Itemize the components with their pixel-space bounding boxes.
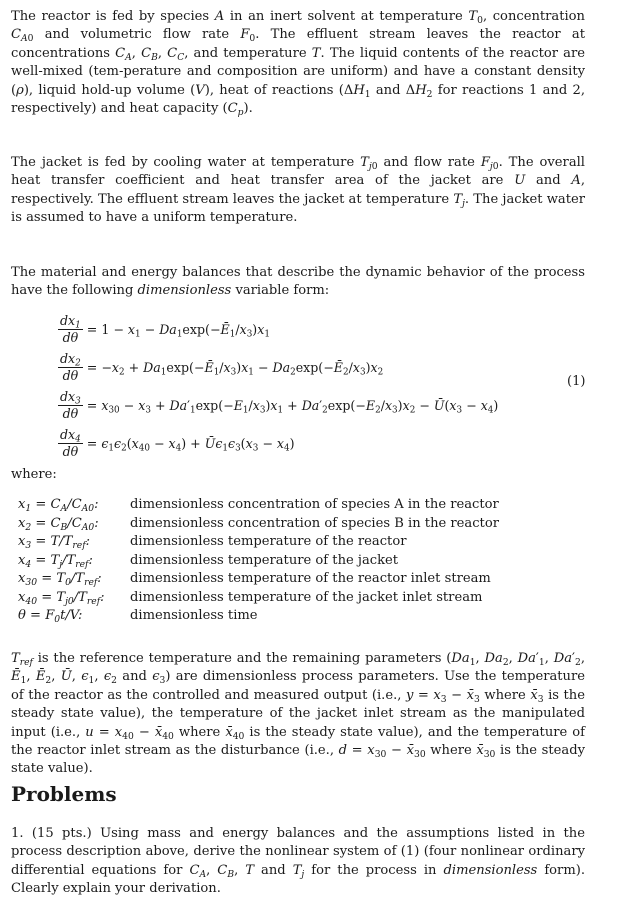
definition-description: dimensionless concentration of species B in the reactor <box>130 515 499 531</box>
definition-symbol: $x_3 = T/T_{ref}$: <box>18 534 91 551</box>
where-label: where: <box>11 467 57 482</box>
equation-system <box>58 311 598 461</box>
equation-2: $\frac{dx_2}{d\theta}$ = $-x_2$ + $Da_1\exp(-Ē_1/x_3)x_1$ − $Da_2\exp(-Ē_2/x_3)x_2$ <box>60 350 384 383</box>
definition-symbol: $x_{40} = T_{j0}/T_{ref}$: <box>18 589 105 607</box>
definition-symbol: $x_{30} = T_0/T_{ref}$: <box>18 571 102 588</box>
definition-symbol: $x_2 = C_B/C_{A0}$: <box>18 515 99 533</box>
definition-description: dimensionless temperature of the reactor inlet stream <box>130 571 491 586</box>
definition-description: dimensionless concentration of species A in the reactor <box>130 497 499 512</box>
reactor-description-paragraph: The reactor is fed by species A in an inert solvent at temperature $T_0$, concentration $C_{A0}$ and volumetric flow rate $F_0$. The effluent stream leaves the reactor at concentrations $C_A$, $C_B$, $C_C$, and temperature T. The liquid contents of the reactor are well-mixed (tem-perature and composition are uniform) and have a constant density (ρ), liquid hold-up volume (V), heat of reactions ($\Delta H_1$ and $\Delta H_2$ for reactions 1 and 2, respectively) and heat capacity $(C_p)$. <box>11 9 585 118</box>
parameters-paragraph: $T_{ref}$ is the reference temperature and the remaining parameters ($Da_1$, $Da_2$, $Da'_1$, $Da'_2$, $Ē_1$, $Ē_2$, Ū, $\epsilon_1$, $\epsilon_2$ and $\epsilon_3$) are dimensionless process parameters. Use the temperature of the reactor as the controlled and measured output (i.e., $y = x_3$ − $x̄_3$ where $x̄_3$ is the steady state value), the temperature of the jacket inlet stream as the manipulated input (i.e., $u = x_{40}$ − $x̄_{40}$ where $x̄_{40}$ is the steady state value), and the temperature of the reactor inlet stream as the disturbance (i.e., $d = x_{30}$ − $x̄_{30}$ where $x̄_{30}$ is the steady state value). <box>11 651 586 777</box>
jacket-description-paragraph: The jacket is fed by cooling water at temperature $T_{j0}$ and flow rate $F_{j0}$. The overall heat transfer coefficient and heat transfer area of the jacket are U and A, respectively. The effluent stream leaves the jacket at temperature $T_j$. The jacket water is assumed to have a uniform temperature. <box>11 155 585 226</box>
definition-description: dimensionless time <box>130 608 258 623</box>
equation-4: $\frac{dx_4}{d\theta}$ = $\epsilon_1\epsilon_2(x_{40} - x_4)$ + $Ū\epsilon_1\epsilon_3(x_3 - x_4)$ <box>60 426 295 459</box>
definition-symbol: $\theta = F_0t/V$: <box>18 608 83 625</box>
definition-description: dimensionless temperature of the jacket inlet stream <box>130 589 483 605</box>
equation-1: $\frac{dx_1}{d\theta}$ = $1 - x_1$ − $Da_1\exp(-Ē_1/x_3)x_1$ <box>60 312 270 345</box>
definition-symbol: $x_1 = C_A/C_{A0}$: <box>18 497 99 514</box>
section-heading-problems: Problems <box>11 782 117 806</box>
equation-number: (1) <box>567 374 586 389</box>
problem-1-paragraph: 1. (15 pts.) Using mass and energy balances and the assumptions listed in the process description above, derive the nonlinear system of (1) (four nonlinear ordinary differential equations for $C_A$, $C_B$, T and $T_j$ for the process in dimensionless form). Clearly explain your derivation. <box>11 826 586 897</box>
balances-intro-paragraph: The material and energy balances that describe the dynamic behavior of the process have the following dimensionless variable form: <box>11 265 585 299</box>
definition-symbol: $x_4 = T_j/T_{ref}$: <box>18 552 93 570</box>
equation-3: $\frac{dx_3}{d\theta}$ = $x_{30} - x_3 + Da'_1\exp(-E_1/x_3)x_1 + Da'_2\exp(-E_2/x_3)x_2$ − $Ū(x_3 - x_4)$ <box>60 388 499 421</box>
definition-description: dimensionless temperature of the reactor <box>130 534 407 549</box>
definition-description: dimensionless temperature of the jacket <box>130 552 399 568</box>
